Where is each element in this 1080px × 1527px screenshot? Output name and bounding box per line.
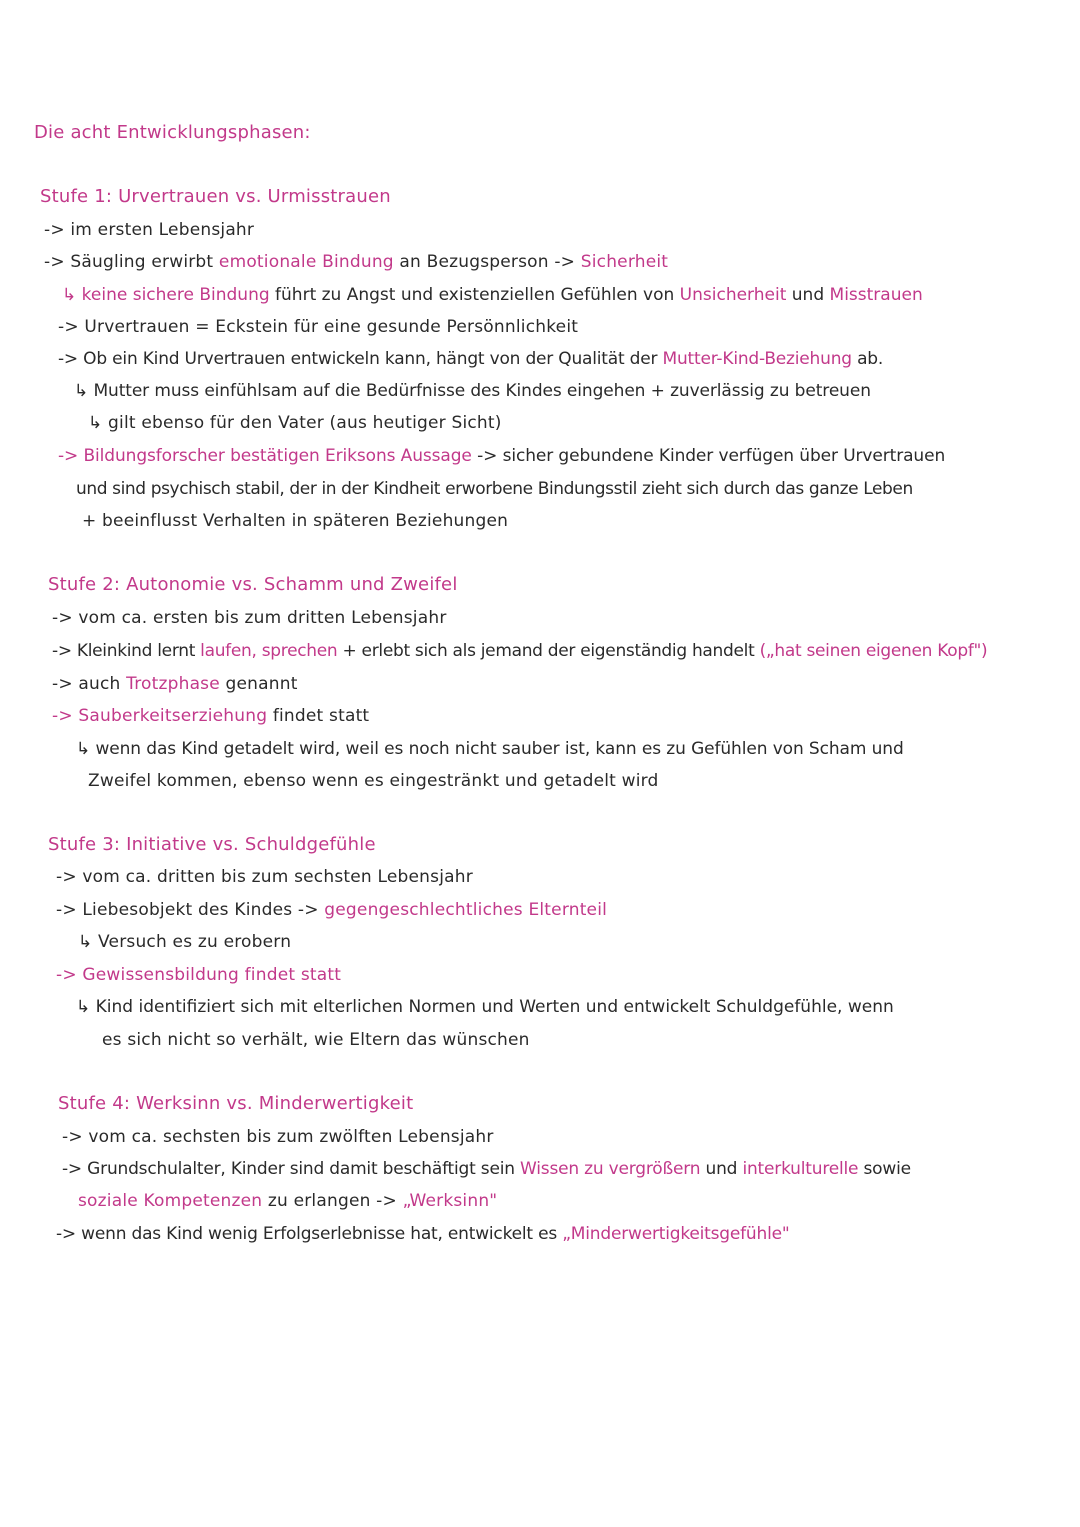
stage-2-line-4: -> Sauberkeitserziehung findet statt [52, 706, 370, 726]
stage-1-line-2: -> Säugling erwirbt emotionale Bindung an Bezugsperson -> Sicherheit [44, 252, 669, 272]
stage-4-heading: Stufe 4: Werksinn vs. Minderwertigkeit [58, 1093, 414, 1114]
stage-2-heading: Stufe 2: Autonomie vs. Schamm und Zweifel [48, 574, 458, 595]
stage-4-line-1: -> vom ca. sechsten bis zum zwölften Lebensjahr [62, 1127, 494, 1147]
stage-4-line-3: soziale Kompetenzen zu erlangen -> „Werksinn" [78, 1191, 498, 1211]
stage-1-line-4: -> Urvertrauen = Eckstein für eine gesunde Persönnlichkeit [58, 317, 579, 337]
stage-1-line-1: -> im ersten Lebensjahr [44, 220, 255, 240]
page-title: Die acht Entwicklungsphasen: [34, 122, 311, 143]
stage-2-line-6: Zweifel kommen, ebenso wenn es eingestränkt und getadelt wird [88, 771, 659, 791]
stage-1-line-5: -> Ob ein Kind Urvertrauen entwickeln kann, hängt von der Qualität der Mutter-Kind-Beziehung ab. [58, 349, 884, 369]
stage-3-line-6: es sich nicht so verhält, wie Eltern das wünschen [102, 1030, 530, 1050]
stage-2-line-5: ↳ wenn das Kind getadelt wird, weil es noch nicht sauber ist, kann es zu Gefühlen von Scham und [76, 739, 904, 759]
stage-3-heading: Stufe 3: Initiative vs. Schuldgefühle [48, 834, 376, 855]
stage-2-line-3: -> auch Trotzphase genannt [52, 674, 298, 694]
stage-1-line-6: ↳ Mutter muss einfühlsam auf die Bedürfnisse des Kindes eingehen + zuverlässig zu betreuen [74, 381, 871, 401]
stage-3-line-4: -> Gewissensbildung findet statt [56, 965, 342, 985]
stage-2-line-2: -> Kleinkind lernt laufen, sprechen + erlebt sich als jemand der eigenständig handelt („hat seinen eigenen Kopf") [52, 641, 988, 661]
stage-1-line-7: ↳ gilt ebenso für den Vater (aus heutiger Sicht) [88, 413, 502, 433]
stage-3-line-2: -> Liebesobjekt des Kindes -> gegengeschlechtliches Elternteil [56, 900, 608, 920]
stage-3-line-3: ↳ Versuch es zu erobern [78, 932, 292, 952]
stage-1-line-8: -> Bildungsforscher bestätigen Eriksons Aussage -> sicher gebundene Kinder verfügen über Urvertrauen [58, 446, 946, 466]
stage-2-line-1: -> vom ca. ersten bis zum dritten Lebensjahr [52, 608, 447, 628]
stage-1-heading: Stufe 1: Urvertrauen vs. Urmisstrauen [40, 186, 391, 207]
stage-1-line-9: und sind psychisch stabil, der in der Kindheit erworbene Bindungsstil zieht sich durch das ganze Leben [76, 479, 913, 499]
stage-1-line-3: ↳ keine sichere Bindung führt zu Angst und existenziellen Gefühlen von Unsicherheit und Misstrauen [62, 285, 923, 305]
stage-4-line-4: -> wenn das Kind wenig Erfolgserlebnisse hat, entwickelt es „Minderwertigkeitsgefühle" [56, 1224, 790, 1244]
stage-1-line-10: + beeinflusst Verhalten in späteren Beziehungen [82, 511, 509, 531]
stage-3-line-1: -> vom ca. dritten bis zum sechsten Lebensjahr [56, 867, 473, 887]
stage-3-line-5: ↳ Kind identifiziert sich mit elterlichen Normen und Werten und entwickelt Schuldgefühle, wenn [76, 997, 894, 1017]
stage-4-line-2: -> Grundschulalter, Kinder sind damit beschäftigt sein Wissen zu vergrößern und interkulturelle sowie [62, 1159, 911, 1179]
